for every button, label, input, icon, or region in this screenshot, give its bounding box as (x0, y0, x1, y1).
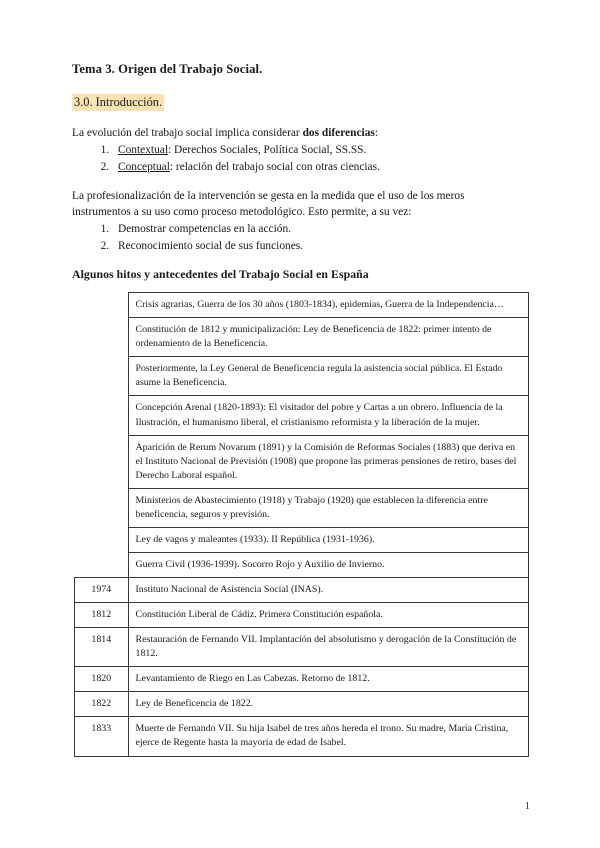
year-spacer-cell (75, 488, 129, 527)
year-cell: 1812 (75, 603, 129, 628)
event-cell: Guerra Civil (1936-1939). Socorro Rojo y Auxilio de Invierno. (128, 552, 529, 577)
year-spacer-cell (75, 293, 129, 318)
table-row (75, 717, 529, 756)
year-spacer-cell (75, 527, 129, 552)
year-spacer-cell (75, 357, 129, 396)
difference-text: : relación del trabajo social con otras ciencias. (169, 161, 380, 174)
permits-list (72, 221, 530, 255)
event-cell: Constitución Liberal de Cádiz. Primera Constitución española. (128, 603, 529, 628)
event-cell: Crisis agrarias, Guerra de los 30 años (1803-1834), epidemias, Guerra de la Independencia… (128, 293, 529, 318)
intro-paragraph (72, 125, 504, 141)
hitos-table (74, 292, 529, 756)
list-item: 1. Demostrar competencias en la acción. (112, 221, 530, 238)
table-row (75, 357, 529, 396)
difference-term: Conceptual (118, 161, 170, 174)
year-cell: 1974 (75, 578, 129, 603)
section-heading-highlighted: 3.0. Introducción. (74, 95, 163, 110)
page-title: Tema 3. Origen del Trabajo Social. (72, 62, 263, 76)
table-row (75, 527, 529, 552)
table-row (75, 552, 529, 577)
event-cell: Aparición de Rerum Novarum (1891) y la Comisión de Reformas Sociales (1883) que deriva en el Instituto Nacional de Previsión (1908) que propone las primeras pensiones de retiro, bases del Derecho Laboral español. (128, 435, 529, 488)
table-heading: Algunos hitos y antecedentes del Trabajo Social en España (72, 267, 369, 282)
list-item (112, 142, 530, 159)
year-cell: 1833 (75, 717, 129, 756)
event-cell: Instituto Nacional de Asistencia Social (INAS). (128, 578, 529, 603)
table-row (75, 692, 529, 717)
table-row (75, 488, 529, 527)
event-cell: Ley de Beneficencia de 1822. (128, 692, 529, 717)
page-number: 1 (524, 801, 530, 812)
year-spacer-cell (75, 435, 129, 488)
event-cell: Ministerios de Abastecimiento (1918) y Trabajo (1920) que establecen la diferencia entre beneficencia, seguros y previsión. (128, 488, 529, 527)
year-spacer-cell (75, 318, 129, 357)
event-cell: Levantamiento de Riego en Las Cabezas. Retorno de 1812. (128, 667, 529, 692)
intro-paragraph-bold: dos diferencias (302, 127, 375, 140)
difference-text: : Derechos Sociales, Política Social, SS.SS. (167, 144, 367, 157)
intro-paragraph-prefix: La evolución del trabajo social implica considerar (72, 127, 303, 140)
difference-term: Contextual (118, 144, 168, 157)
section-heading-row (72, 93, 530, 111)
year-spacer-cell (75, 396, 129, 435)
table-row (75, 628, 529, 667)
event-cell: Restauración de Fernando VII. Implantación del absolutismo y derogación de la Constitución de 1812. (128, 628, 529, 667)
event-cell: Ley de vagos y maleantes (1933). II República (1931-1936). (128, 527, 529, 552)
table-row (75, 435, 529, 488)
second-paragraph: La profesionalización de la intervención se gesta en la medida que el uso de los meros instrumentos a su uso como proceso metodológico. Esto permite, a su vez: (72, 190, 465, 219)
hitos-table-body (75, 293, 529, 756)
table-row (75, 603, 529, 628)
year-spacer-cell (75, 552, 129, 577)
table-row (75, 293, 529, 318)
differences-list (72, 142, 530, 176)
year-cell: 1822 (75, 692, 129, 717)
table-row (75, 318, 529, 357)
list-item: 2. Reconocimiento social de sus funciones. (112, 238, 530, 255)
list-item (112, 159, 530, 176)
event-cell: Constitución de 1812 y municipalización: Ley de Beneficencia de 1822: primer intento de ordenamiento de la Beneficencia. (128, 318, 529, 357)
event-cell: Concepción Arenal (1820-1893): El visitador del pobre y Cartas a un obrero. Influencia de la Ilustración, el humanismo liberal, el cristianismo reformista y la liberación de la mujer. (128, 396, 529, 435)
event-cell: Muerte de Fernando VII. Su hija Isabel de tres años hereda el trono. Su madre, María Cristina, ejerce de Regente hasta la mayoría de edad de Isabel. (128, 717, 529, 756)
table-row (75, 396, 529, 435)
table-row (75, 578, 529, 603)
year-cell: 1820 (75, 667, 129, 692)
event-cell: Posteriormente, la Ley General de Beneficencia regula la asistencia social pública. El Estado asume la Beneficencia. (128, 357, 529, 396)
intro-paragraph-suffix: : (374, 127, 378, 140)
year-cell: 1814 (75, 628, 129, 667)
table-row (75, 667, 529, 692)
